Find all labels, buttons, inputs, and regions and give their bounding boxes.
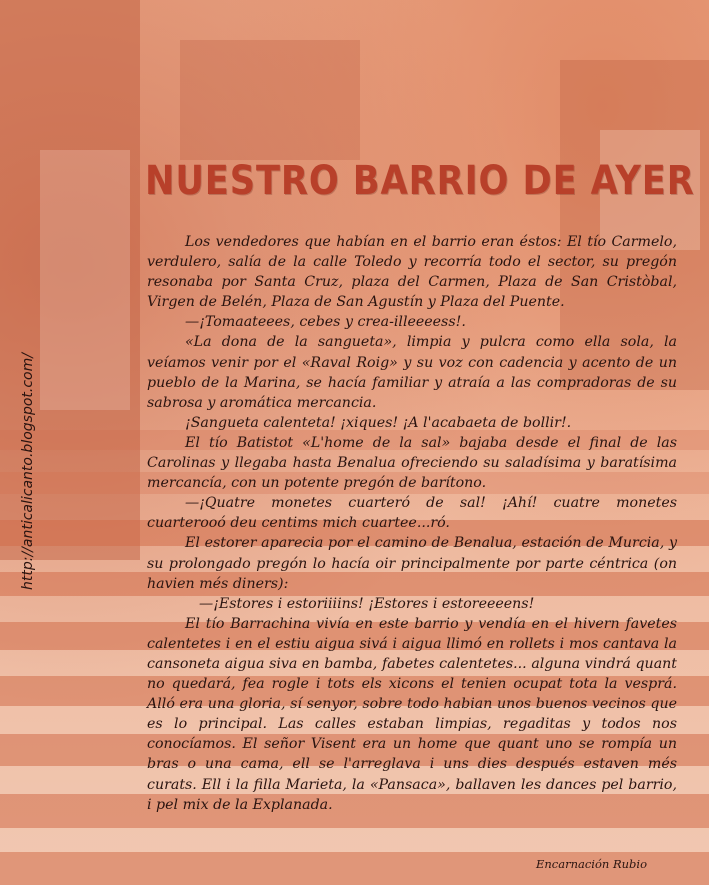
paragraph: —¡Quatre monetes cuarteró de sal! ¡Ahí! cuatre monetes cuarterooó deu centims mich cuartee...ró.	[147, 495, 677, 532]
page-title: NUESTRO BARRIO DE AYER	[145, 158, 695, 204]
paragraph: El estorer aparecia por el camino de Benalua, estación de Murcia, y su prolongado pregón lo hacía oir principalmente por parte céntrica (on havien més diners):	[147, 535, 677, 592]
paragraph: «La dona de la sangueta», limpia y pulcra como ella sola, la veíamos venir por el «Raval Roig» y su voz con cadencia y acento de un pueblo de la Marina, se hacía familiar y atraía a las compradoras de su sabrosa y aromática mercancia.	[147, 334, 677, 411]
paragraph: Los vendedores que habían en el barrio eran éstos: El tío Carmelo, verdulero, salía de la calle Toledo y recorría todo el sector, su pregón resonaba por Santa Cruz, plaza del Carmen, Plaza de San Cristòbal, Virgen de Belén, Plaza de San Agustín y Plaza del Puente.	[147, 234, 677, 311]
paragraph: —¡Estores i estoriiiins! ¡Estores i estoreeeens!	[199, 595, 535, 612]
watermark-url: http://anticalicanto.blogspot.com/	[20, 353, 36, 590]
background-light-left	[40, 150, 130, 410]
paragraph: —¡Tomaateees, cebes y crea-illeeeess!.	[185, 314, 466, 331]
paragraph: El tío Batistot «L'home de la sal» bajaba desde el final de las Carolinas y llegaba hasta Benalua ofreciendo su saladísima y baratísima mercancía, con un potente pregón de barítono.	[147, 434, 677, 492]
article-body	[147, 232, 677, 815]
author-signature: Encarnación Rubio	[536, 857, 647, 871]
paragraph: ¡Sangueta calenteta! ¡xiques! ¡A l'acabaeta de bollir!.	[185, 414, 572, 431]
paragraph: El tío Barrachina vivía en este barrio y vendía en el hivern favetes calentetes i en el estiu aigua sivá i aigua llimó en rollets i mos cantava la cansoneta aigua siva en bamba, fabetes calentetes... alguna vindrá quant no quedará, fea rogle i tots els xicons el tenien ocupat tota la vesprá. Alló era una gloria, sí senyor, sobre todo habian unos buenos vecinos que es lo principal. Las calles estaban limpias, regaditas y todos nos conocíamos. El señor Visent era un home que quant uno se rompía un bras o una cama, ell se l'arreglava i uns dies después estaven més curats. Ell i la filla Marieta, la «Pansaca», ballaven les dances pel barrio, i pel mix de la Explanada.	[147, 615, 677, 813]
background-building-top	[180, 40, 360, 160]
